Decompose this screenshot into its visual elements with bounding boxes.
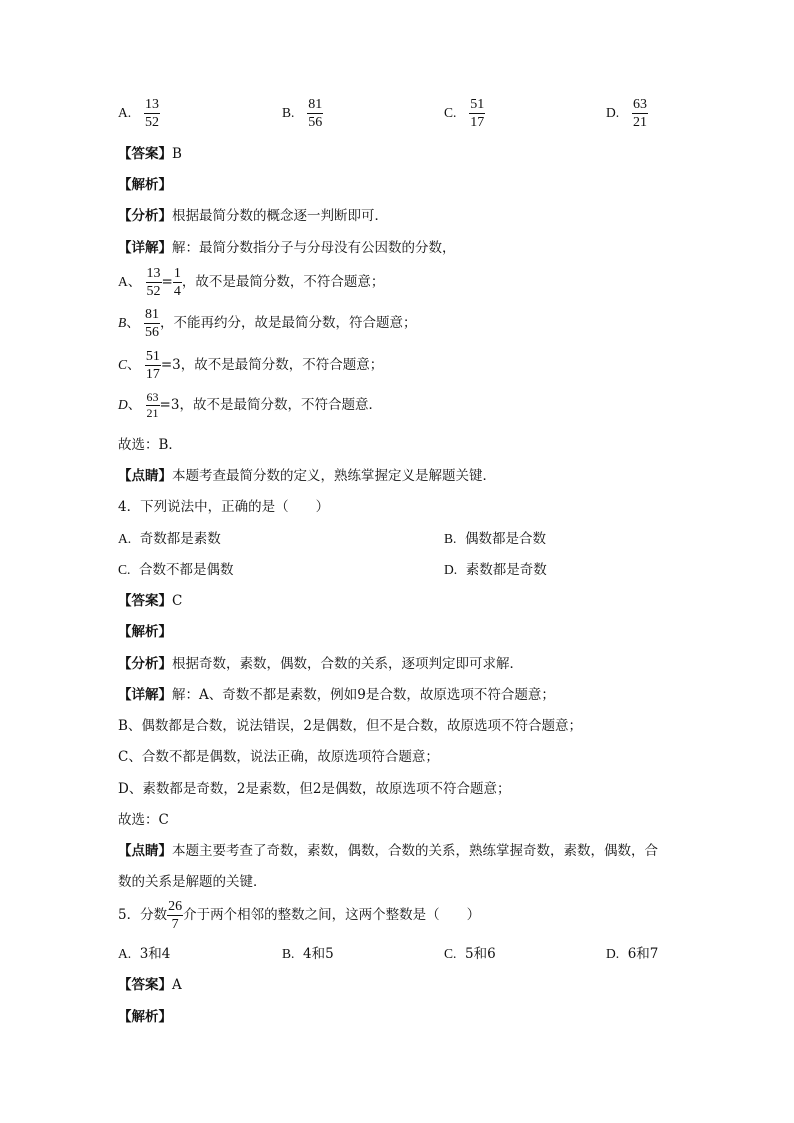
q3-step-c: C、 $\frac{51}{17}$ =3，故不是最简分数，不符合题意； [118, 349, 384, 382]
q5-option-a[interactable]: A. 3和4 [118, 946, 171, 962]
q4-comment-cont: 数的关系是解题的关键． [118, 874, 267, 890]
q3-option-b[interactable] [282, 97, 323, 130]
q5-analysis-heading: 【解析】 [118, 1009, 172, 1025]
q3-step-b: B、 $\frac{81}{56}$ ，不能再约分，故是最简分数，符合题意； [118, 307, 417, 340]
q4-detail-line-b: B、偶数都是合数，说法错误，2是偶数，但不是合数，故原选项不符合题意； [118, 718, 583, 734]
fraction: $\frac{51}{17}$ [145, 349, 160, 382]
q4-option-a[interactable]: A. 奇数都是素数 [118, 531, 221, 547]
q4-option-b[interactable]: B. 偶数都是合数 [444, 531, 546, 547]
q5-stem: 5．分数 $\frac{26}{7}$ 介于两个相邻的整数之间，这两个整数是（ ） [118, 899, 481, 932]
q3-analysis-heading: 【解析】 [118, 177, 172, 193]
option-label: B. [282, 105, 295, 120]
fraction: $\frac{26}{7}$ [168, 899, 183, 932]
q3-step-d: D、 $\frac{63}{21}$ =3，故不是最简分数，不符合题意． [118, 390, 382, 420]
q4-comment: 【点睛】本题主要考查了奇数，素数，偶数，合数的关系，熟练掌握奇数，素数，偶数，合 [118, 843, 658, 859]
q3-comment: 【点睛】本题考查最简分数的定义，熟练掌握定义是解题关键． [118, 468, 496, 484]
q4-stem: 4．下列说法中，正确的是（ ） [118, 499, 330, 515]
q4-option-c[interactable]: C. 合数不都是偶数 [118, 562, 234, 578]
fraction: $\frac{81}{56}$ [308, 97, 323, 130]
fraction: $\frac{81}{56}$ [145, 307, 160, 340]
q3-conclusion: 故选：B． [118, 437, 182, 453]
q4-option-d[interactable]: D. 素数都是奇数 [444, 562, 547, 578]
q3-fenxi: 【分析】根据最简分数的概念逐一判断即可． [118, 208, 388, 224]
fraction: $\frac{13}{52}$ [146, 266, 161, 299]
q3-option-a[interactable] [118, 97, 160, 130]
fraction: $\frac{1}{4}$ [173, 266, 181, 299]
option-label: C. [444, 105, 457, 120]
q4-conclusion: 故选：C [118, 812, 169, 828]
fraction: $\frac{63}{21}$ [146, 390, 159, 420]
option-label: A. [118, 105, 132, 120]
q5-answer: 【答案】A [118, 977, 182, 993]
q3-option-c[interactable] [444, 97, 485, 130]
q4-fenxi: 【分析】根据奇数，素数，偶数，合数的关系，逐项判定即可求解． [118, 656, 523, 672]
q4-detail-line-d: D、素数都是奇数，2是素数，但2是偶数，故原选项不符合题意； [118, 781, 511, 797]
fraction: $\frac{13}{52}$ [145, 97, 159, 130]
q3-answer: 【答案】B [118, 146, 182, 162]
fraction: $\frac{63}{21}$ [633, 97, 647, 130]
q5-option-b[interactable]: B. 4和5 [282, 946, 334, 962]
option-label: D. [606, 105, 620, 120]
q4-detail: 【详解】解：A、奇数不都是素数，例如9是合数，故原选项不符合题意； [118, 687, 555, 703]
q4-detail-line-c: C、合数不都是偶数，说法正确，故原选项符合题意； [118, 749, 439, 765]
q3-option-d[interactable] [606, 97, 648, 130]
q3-detail: 【详解】解：最简分数指分子与分母没有公因数的分数， [118, 240, 456, 256]
q5-option-c[interactable]: C. 5和6 [444, 946, 496, 962]
q4-answer: 【答案】C [118, 593, 183, 609]
q3-step-a: A、 $\frac{13}{52}$ = $\frac{1}{4}$ ，故不是最简分数，不符合题意； [118, 266, 385, 299]
fraction: $\frac{51}{17}$ [470, 97, 485, 130]
q5-option-d[interactable]: D. 6和7 [606, 946, 659, 962]
q4-analysis-heading: 【解析】 [118, 624, 172, 640]
